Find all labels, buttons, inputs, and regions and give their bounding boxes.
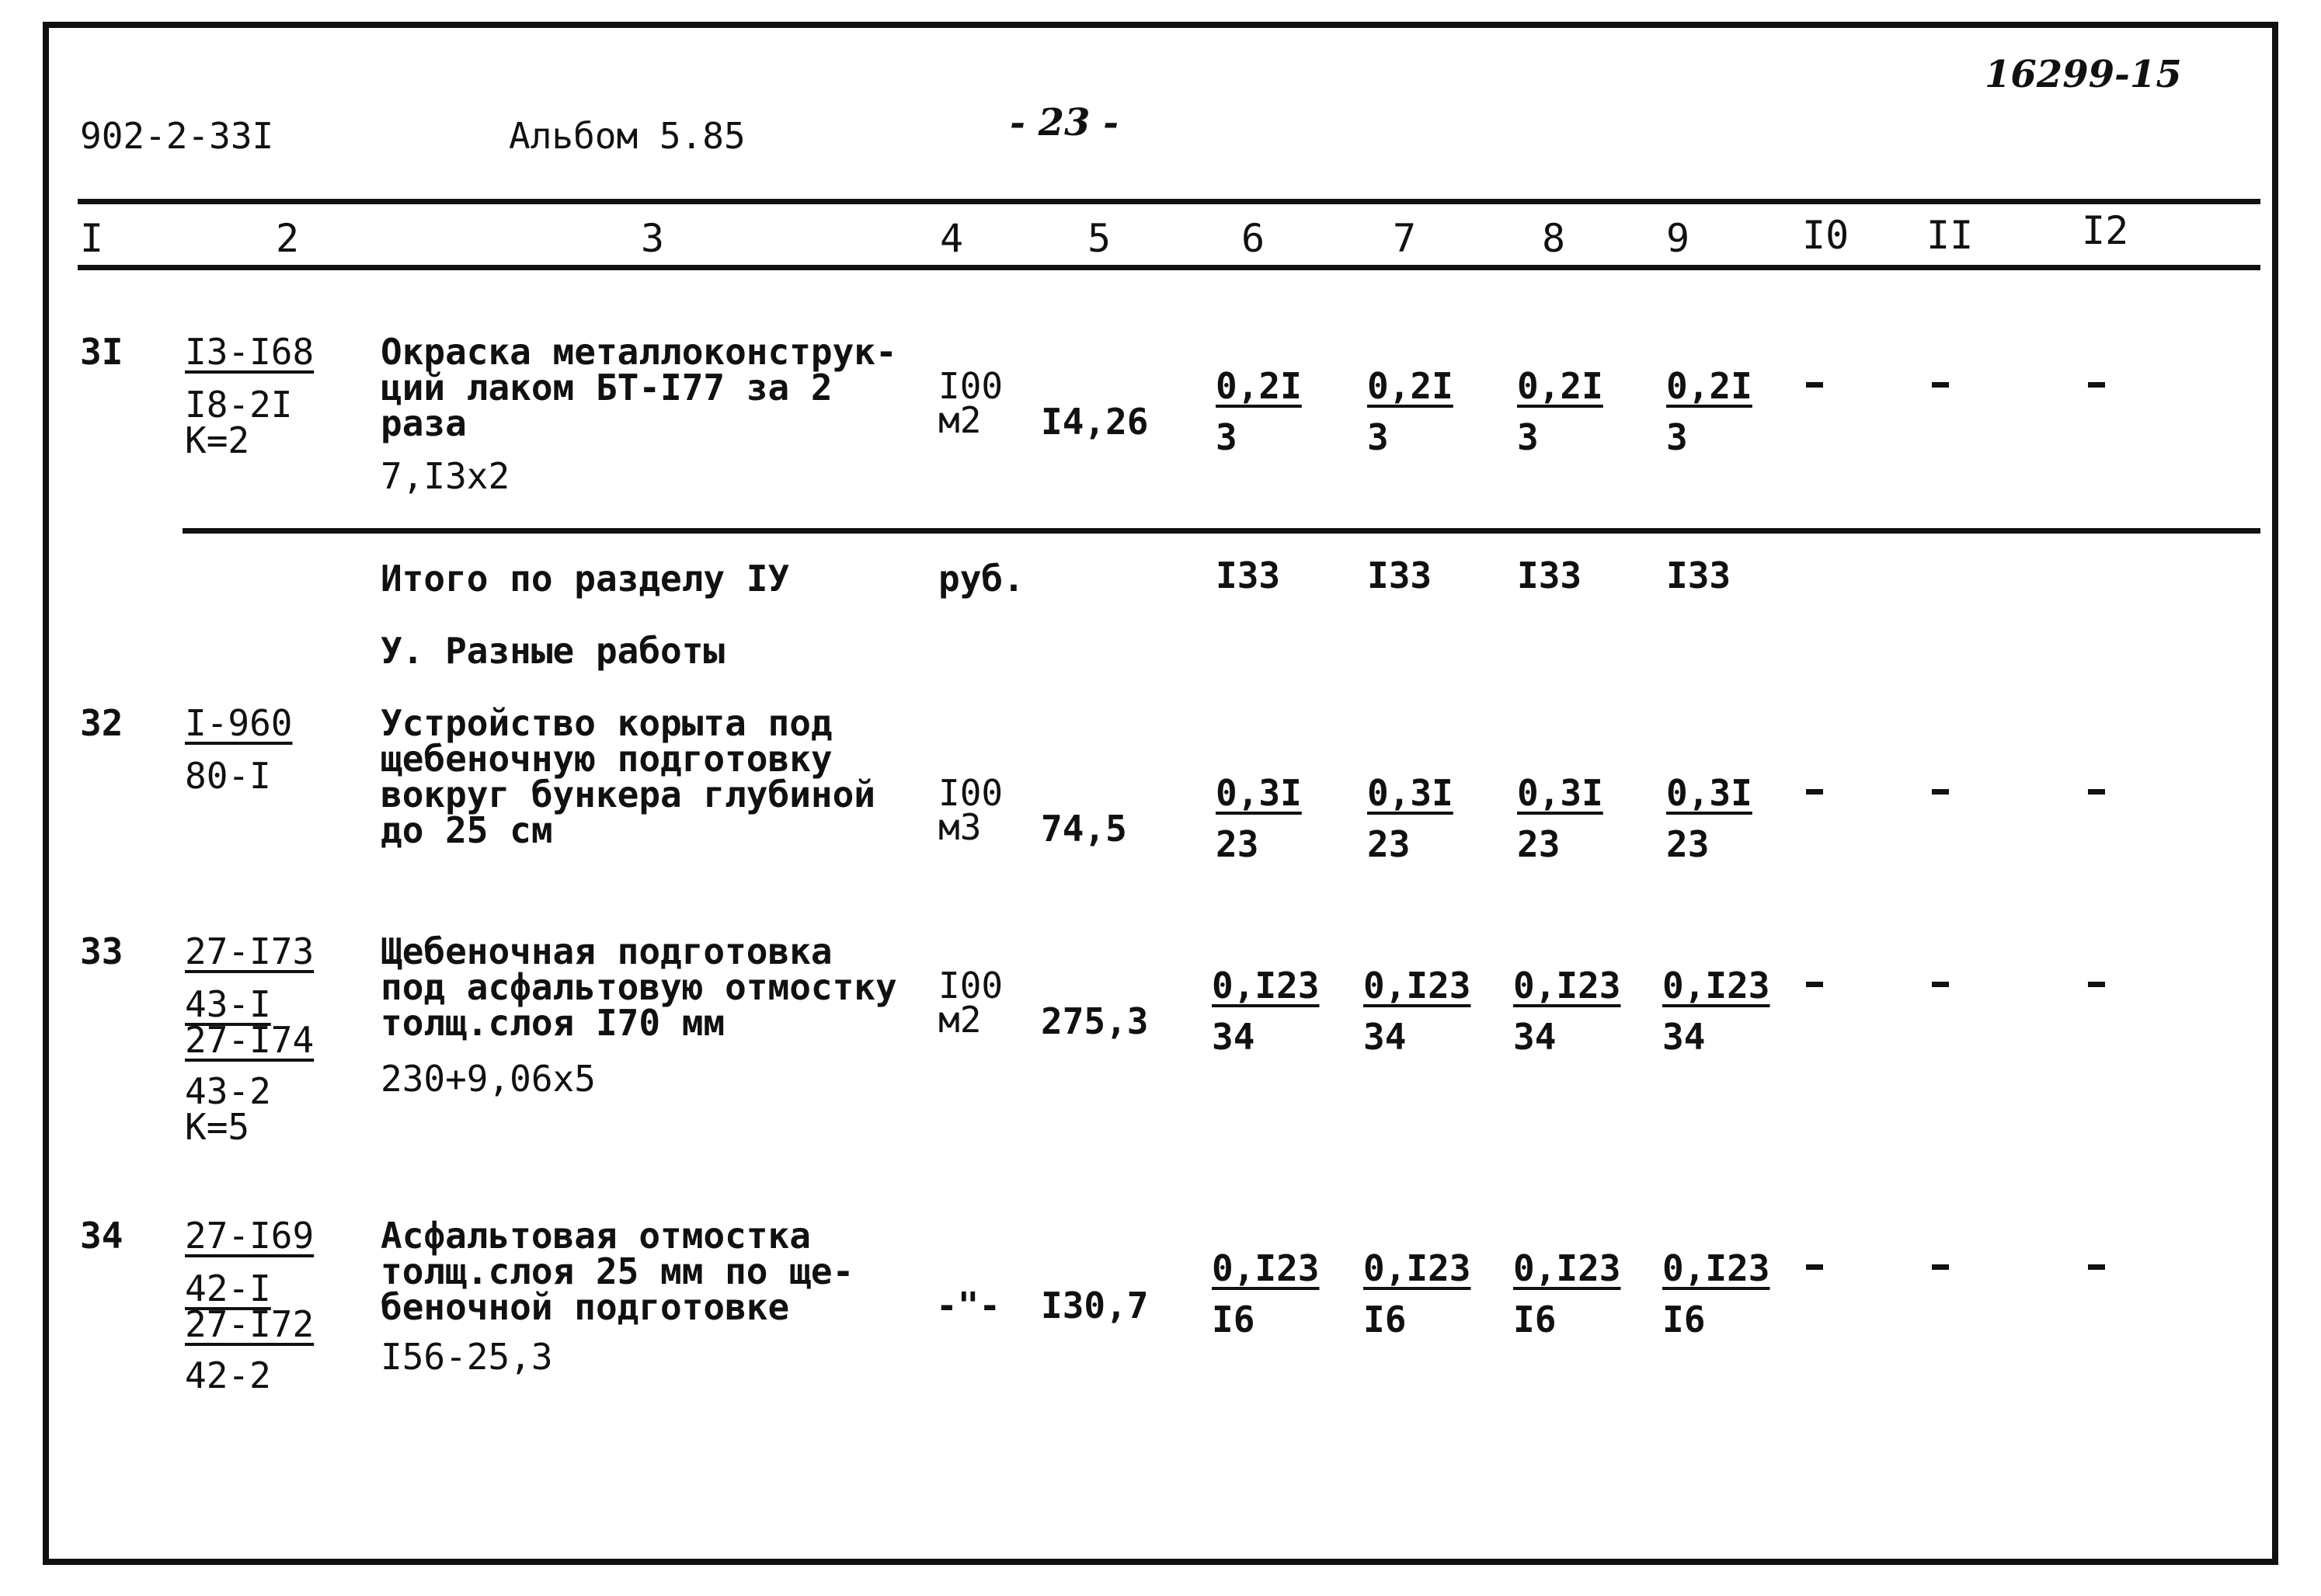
- work-description-line: до 25 см: [381, 809, 553, 851]
- unit: м2: [938, 999, 982, 1041]
- value-bottom: 23: [1367, 823, 1411, 865]
- column-header: 2: [276, 216, 300, 261]
- dash-mark: [1932, 789, 1949, 795]
- unit: I00: [938, 772, 1004, 814]
- norm-code: I-960: [185, 702, 293, 744]
- quantity: I30,7: [1041, 1285, 1149, 1327]
- work-description-line: Окраска металлоконструк-: [381, 331, 897, 373]
- work-description-line: беночной подготовке: [381, 1286, 790, 1328]
- value-top: 0,I23: [1363, 1247, 1471, 1289]
- norm-code: 43-I: [185, 983, 271, 1025]
- value-bottom: 34: [1363, 1016, 1407, 1058]
- value-bottom: I6: [1513, 1299, 1557, 1340]
- subtotal-value: I33: [1666, 555, 1731, 596]
- dash-mark: [1806, 1264, 1823, 1270]
- work-description-line: раза: [381, 402, 467, 444]
- norm-code: 43-2: [185, 1070, 271, 1112]
- dash-mark: [1932, 982, 1949, 987]
- norm-code: К=5: [185, 1106, 250, 1148]
- value-bottom: 34: [1212, 1016, 1255, 1058]
- value-top: 0,I23: [1662, 965, 1770, 1007]
- norm-code: 27-I73: [185, 930, 315, 972]
- value-top: 0,I23: [1212, 1247, 1320, 1289]
- value-top: 0,3I: [1666, 772, 1752, 814]
- work-description-line: толщ.слоя I70 мм: [381, 1002, 726, 1044]
- dash-mark: [2088, 789, 2105, 795]
- value-top: 0,I23: [1363, 965, 1471, 1007]
- document-code: 902-2-33I: [80, 115, 274, 157]
- value-bottom: 3: [1216, 416, 1237, 458]
- subtotal-value: I33: [1517, 555, 1582, 596]
- value-bottom: 34: [1513, 1016, 1557, 1058]
- norm-code: I8-2I: [185, 384, 293, 426]
- calculation: 7,I3x2: [381, 455, 510, 497]
- header-bottom-rule: [78, 265, 2260, 270]
- norm-code: I3-I68: [185, 331, 315, 373]
- subtotal-unit: руб.: [938, 558, 1025, 600]
- column-header: 4: [940, 216, 964, 261]
- norm-code: К=2: [185, 419, 250, 461]
- value-bottom: I6: [1363, 1299, 1407, 1340]
- work-description-line: Асфальтовая отмостка: [381, 1215, 811, 1257]
- column-header: 3: [641, 216, 665, 261]
- work-description-line: Устройство корыта под: [381, 702, 833, 744]
- dash-mark: [2088, 382, 2105, 388]
- calculation: 230+9,06x5: [381, 1058, 596, 1100]
- album-label: Альбом 5.85: [509, 115, 746, 157]
- column-header: 9: [1666, 216, 1690, 261]
- value-bottom: 34: [1662, 1016, 1706, 1058]
- archive-stamp: 16299-15: [1985, 53, 2182, 96]
- column-header: 6: [1241, 216, 1265, 261]
- work-description-line: под асфальтовую отмостку: [381, 966, 897, 1008]
- value-top: 0,I23: [1662, 1247, 1770, 1289]
- row-number: 32: [80, 702, 124, 744]
- dash-mark: [1806, 789, 1823, 795]
- norm-code: 27-I69: [185, 1215, 315, 1257]
- column-header: 5: [1087, 216, 1112, 261]
- page-number: - 23 -: [1010, 101, 1119, 144]
- work-description-line: вокруг бункера глубиной: [381, 774, 875, 815]
- row-number: 33: [80, 930, 124, 972]
- column-header: I0: [1802, 213, 1849, 258]
- unit: м3: [938, 806, 982, 848]
- dash-mark: [1932, 1264, 1949, 1270]
- column-header: II: [1926, 213, 1974, 258]
- value-top: 0,2I: [1517, 365, 1603, 407]
- value-top: 0,I23: [1212, 965, 1320, 1007]
- column-header: I: [80, 216, 104, 261]
- unit: I00: [938, 365, 1004, 407]
- dash-mark: [2088, 1264, 2105, 1270]
- value-top: 0,2I: [1367, 365, 1453, 407]
- unit: -"-: [936, 1285, 1001, 1327]
- value-bottom: 3: [1517, 416, 1539, 458]
- work-description-line: щебеночную подготовку: [381, 738, 833, 780]
- dash-mark: [1932, 382, 1949, 388]
- norm-code: 27-I72: [185, 1303, 315, 1345]
- value-bottom: I6: [1662, 1299, 1706, 1340]
- value-bottom: 23: [1517, 823, 1561, 865]
- value-top: 0,2I: [1666, 365, 1752, 407]
- subtotal-value: I33: [1216, 555, 1281, 596]
- value-bottom: 3: [1666, 416, 1688, 458]
- row-number: 3I: [80, 331, 124, 373]
- value-bottom: 23: [1216, 823, 1259, 865]
- dash-mark: [1806, 382, 1823, 388]
- subtotal-value: I33: [1367, 555, 1432, 596]
- norm-code: 80-I: [185, 755, 271, 797]
- dash-mark: [2088, 982, 2105, 987]
- quantity: 74,5: [1041, 808, 1127, 850]
- value-top: 0,2I: [1216, 365, 1302, 407]
- value-bottom: 3: [1367, 416, 1389, 458]
- norm-code: 27-I74: [185, 1019, 315, 1061]
- section-title: У. Разные работы: [381, 630, 726, 672]
- norm-code: 42-I: [185, 1267, 271, 1309]
- calculation: I56-25,3: [381, 1336, 553, 1378]
- work-description-line: толщ.слоя 25 мм по ще-: [381, 1250, 854, 1292]
- subtotal-rule: [183, 528, 2260, 534]
- dash-mark: [1806, 982, 1823, 987]
- subtotal-label: Итого по разделу IУ: [381, 558, 790, 600]
- unit: I00: [938, 965, 1004, 1007]
- value-top: 0,3I: [1517, 772, 1603, 814]
- value-top: 0,I23: [1513, 965, 1621, 1007]
- quantity: 275,3: [1041, 1000, 1149, 1042]
- column-header: 8: [1542, 216, 1566, 261]
- value-bottom: I6: [1212, 1299, 1255, 1340]
- value-top: 0,3I: [1216, 772, 1302, 814]
- column-header: 7: [1393, 216, 1417, 261]
- row-number: 34: [80, 1215, 124, 1257]
- unit: м2: [938, 399, 982, 441]
- norm-code: 42-2: [185, 1354, 271, 1396]
- value-top: 0,I23: [1513, 1247, 1621, 1289]
- column-header: I2: [2082, 208, 2129, 253]
- quantity: I4,26: [1041, 401, 1149, 443]
- table-top-rule: [78, 199, 2260, 204]
- value-bottom: 23: [1666, 823, 1710, 865]
- work-description-line: Щебеночная подготовка: [381, 930, 833, 972]
- work-description-line: ций лаком БТ-I77 за 2: [381, 367, 833, 409]
- value-top: 0,3I: [1367, 772, 1453, 814]
